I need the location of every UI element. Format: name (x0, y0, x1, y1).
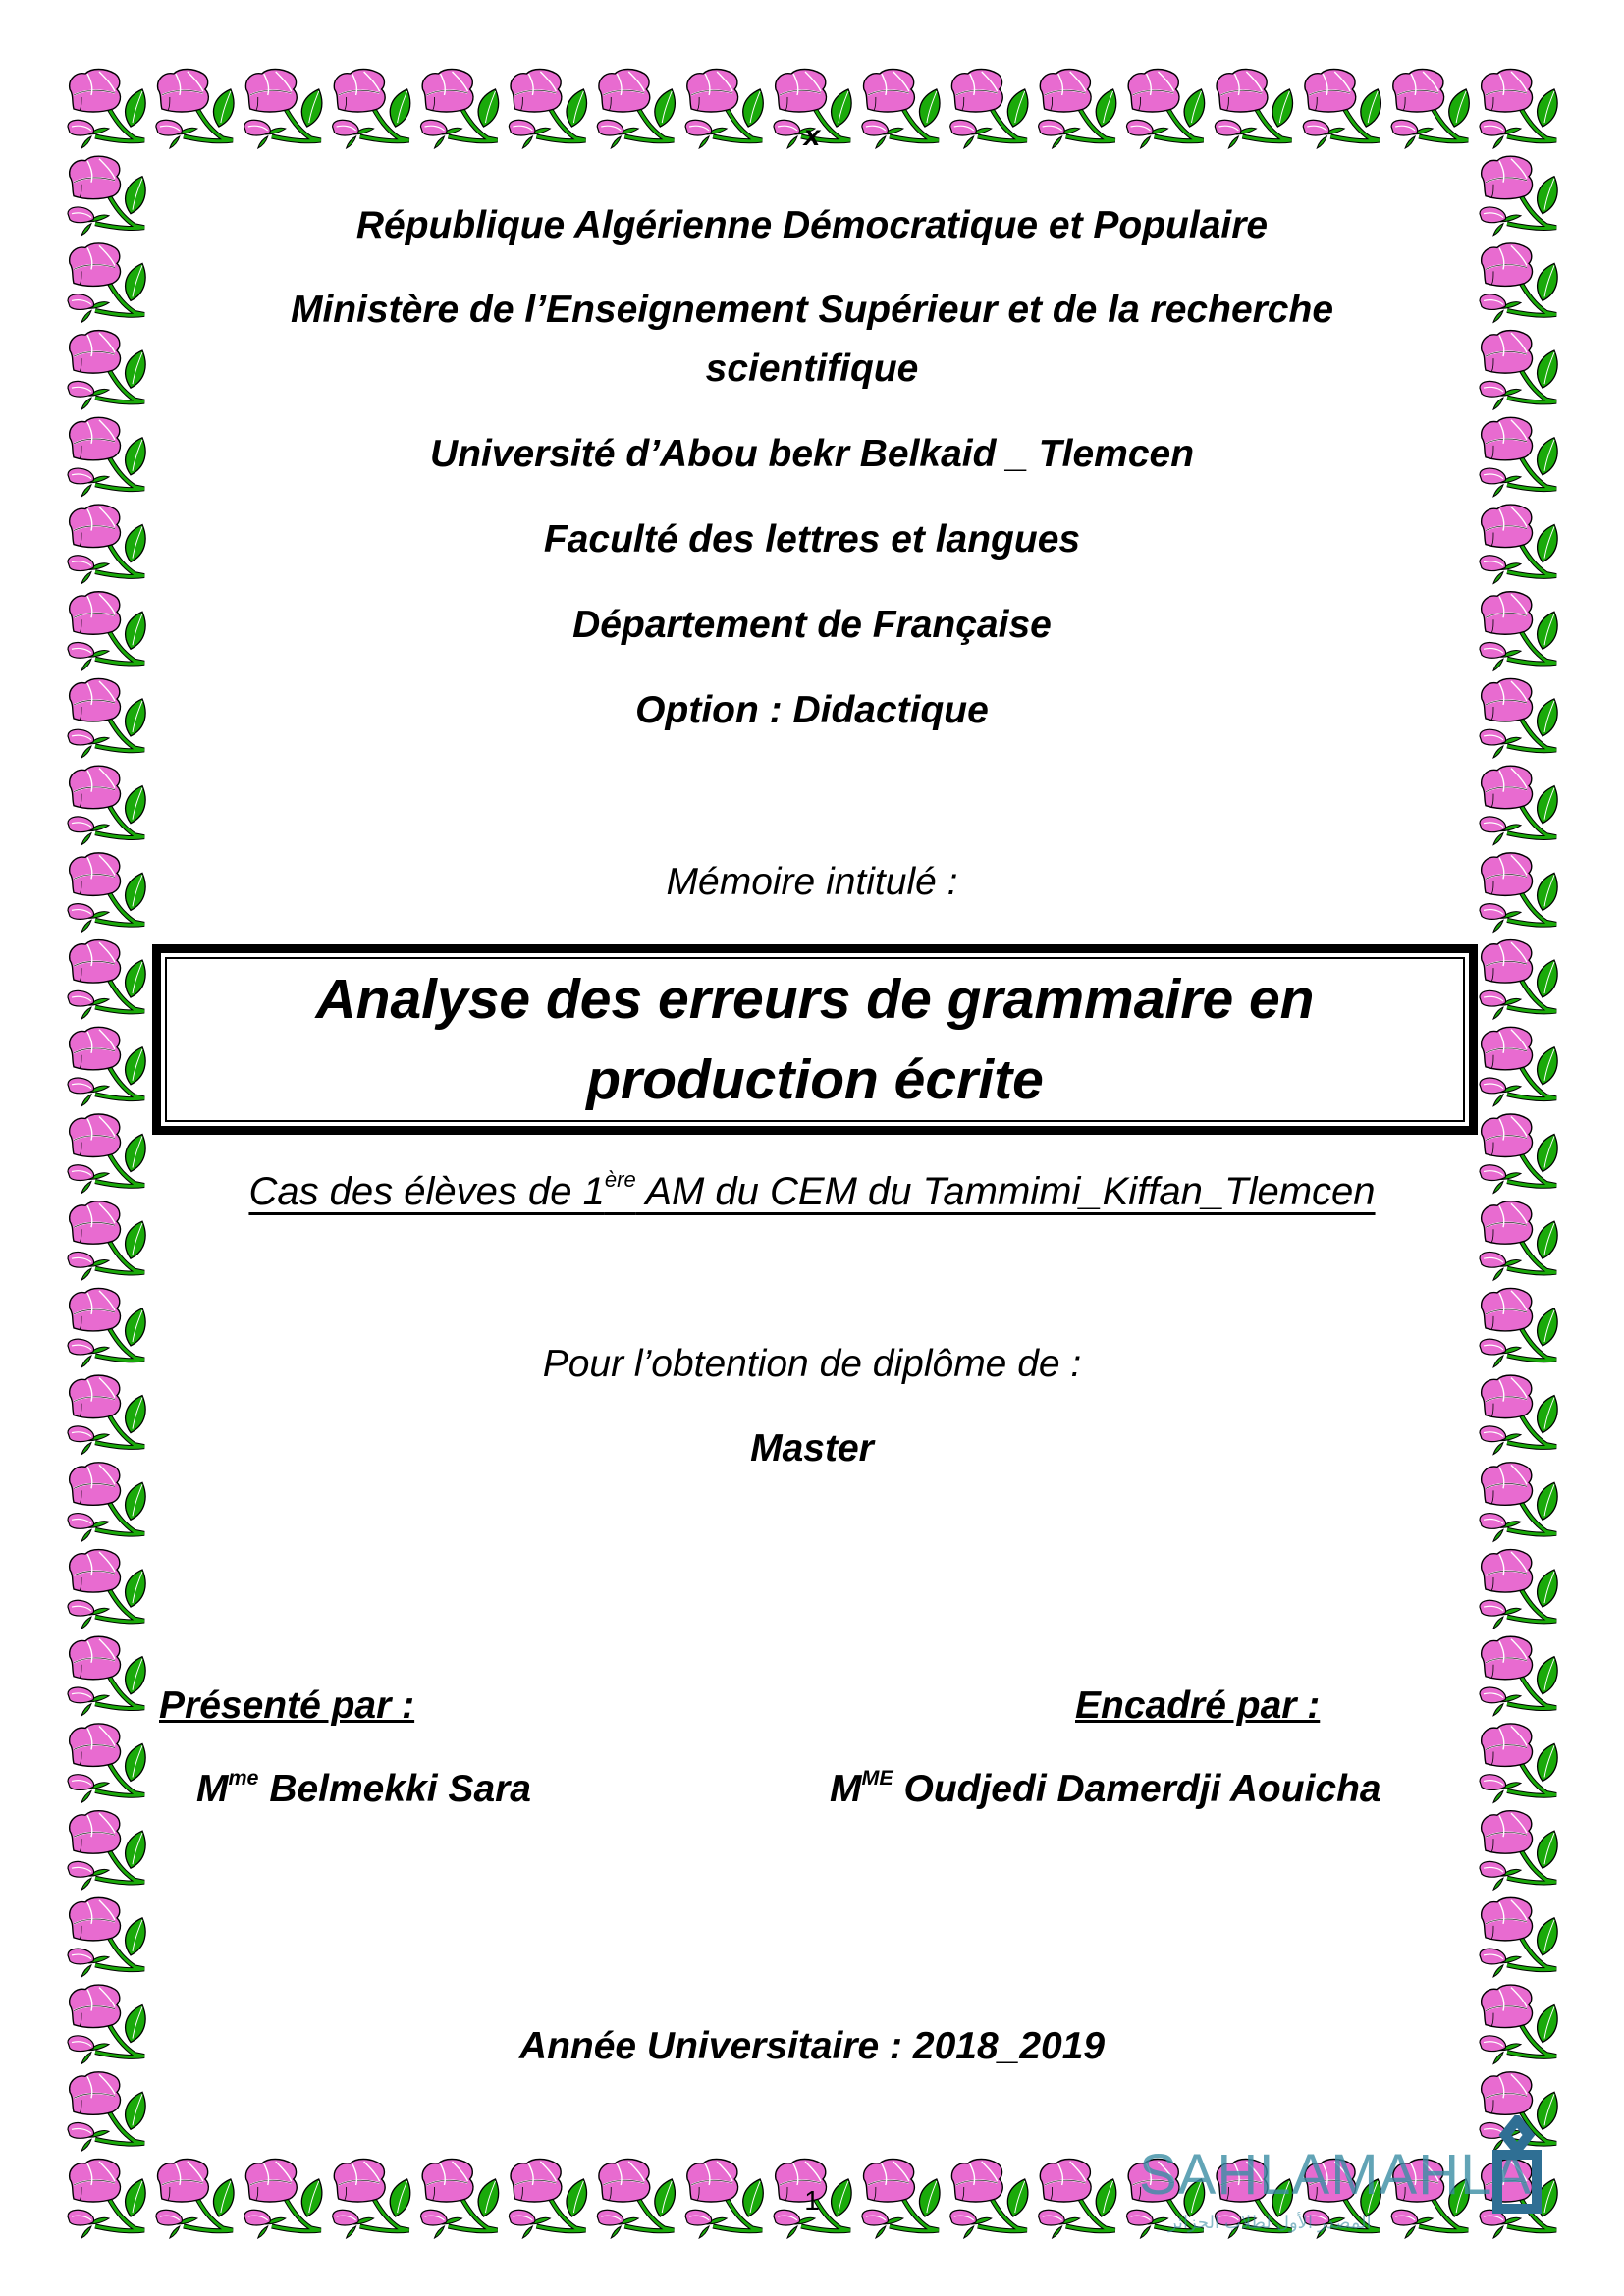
title-box (152, 944, 1478, 1135)
student-prefix: M (196, 1768, 229, 1810)
rose-tile-icon (1039, 2160, 1116, 2239)
rose-tile-icon (333, 2160, 410, 2239)
subtitle (0, 1167, 1624, 1214)
subtitle-text: Cas des élèves de 1 (248, 1170, 605, 1213)
diploma: Master (750, 1427, 874, 1469)
rose-tile-icon (1480, 1463, 1557, 1542)
rose-tile-icon (68, 1463, 145, 1542)
rose-tile-icon (862, 2160, 940, 2239)
rose-tile-icon (68, 1811, 145, 1891)
rose-tile-icon (1480, 940, 1557, 1019)
presented-by-label: Présenté par : (159, 1684, 415, 1727)
rose-tile-icon (68, 1027, 145, 1106)
rose-tile-icon (950, 2160, 1028, 2239)
university-heading: Université d’Abou bekr Belkaid _ Tlemcen (429, 433, 1195, 475)
marker-x: x (803, 120, 821, 152)
title-line1: Analyse des erreurs de grammaire en (315, 968, 1315, 1031)
ministry-heading-line1: Ministère de l’Enseignement Supérieur et de la recherche (290, 289, 1334, 331)
rose-tile-icon (1480, 1724, 1557, 1803)
rose-tile-icon (244, 2160, 322, 2239)
memoire-label: Mémoire intitulé : (666, 861, 958, 903)
rose-tile-icon (509, 2160, 586, 2239)
rose-tile-icon (1480, 766, 1557, 845)
rose-tile-icon (68, 1897, 145, 1977)
rose-tile-icon (68, 2160, 145, 2239)
supervisor-name-text: Oudjedi Damerdji Aouicha (893, 1768, 1381, 1810)
academic-year: Année Universitaire : 2018_2019 (518, 2025, 1106, 2067)
republic-heading: République Algérienne Démocratique et Populaire (355, 204, 1269, 246)
rose-tile-icon (1480, 1027, 1557, 1106)
watermark-emblem-icon (1478, 2115, 1556, 2223)
supervised-by-label: Encadré par : (1075, 1684, 1321, 1727)
department-heading: Département de Française (572, 604, 1052, 646)
subtitle-text-rest: AM du CEM du Tammimi_Kiffan_Tlemcen (635, 1170, 1376, 1213)
title-line2: production écrite (586, 1048, 1044, 1111)
rose-tile-icon (68, 766, 145, 845)
faculty-heading: Faculté des lettres et langues (543, 518, 1081, 561)
rose-tile-icon (68, 940, 145, 1019)
supervisor-name (830, 1765, 1381, 1811)
subtitle-sup: ère (604, 1167, 636, 1193)
rose-tile-icon (685, 2160, 763, 2239)
student-name-text: Belmekki Sara (258, 1768, 531, 1810)
rose-tile-icon (68, 1724, 145, 1803)
rose-tile-icon (68, 2072, 145, 2152)
rose-tile-icon (1480, 1811, 1557, 1891)
watermark-text: SAHLAMAHLA (1139, 2143, 1533, 2207)
rose-tile-icon (597, 2160, 675, 2239)
option-heading: Option : Didactique (635, 689, 989, 731)
page-number: 1 (804, 2185, 820, 2216)
student-sup: me (228, 1765, 259, 1789)
watermark-logo (1139, 2145, 1561, 2243)
rose-tile-icon (156, 2160, 234, 2239)
rose-tile-icon (68, 1550, 145, 1629)
rose-tile-icon (1480, 1897, 1557, 1977)
rose-tile-icon (1480, 1636, 1557, 1716)
rose-tile-icon (421, 2160, 499, 2239)
student-name (196, 1765, 531, 1811)
ministry-heading-line2: scientifique (705, 347, 919, 390)
diploma-label: Pour l’obtention de diplôme de : (542, 1343, 1082, 1385)
watermark-subtext: المصدر الأول لطلاب الجزائر (1168, 2213, 1372, 2232)
rose-tile-icon (68, 1636, 145, 1716)
supervisor-prefix: M (830, 1768, 862, 1810)
supervisor-sup: ME (861, 1765, 893, 1789)
rose-tile-icon (1480, 1550, 1557, 1629)
